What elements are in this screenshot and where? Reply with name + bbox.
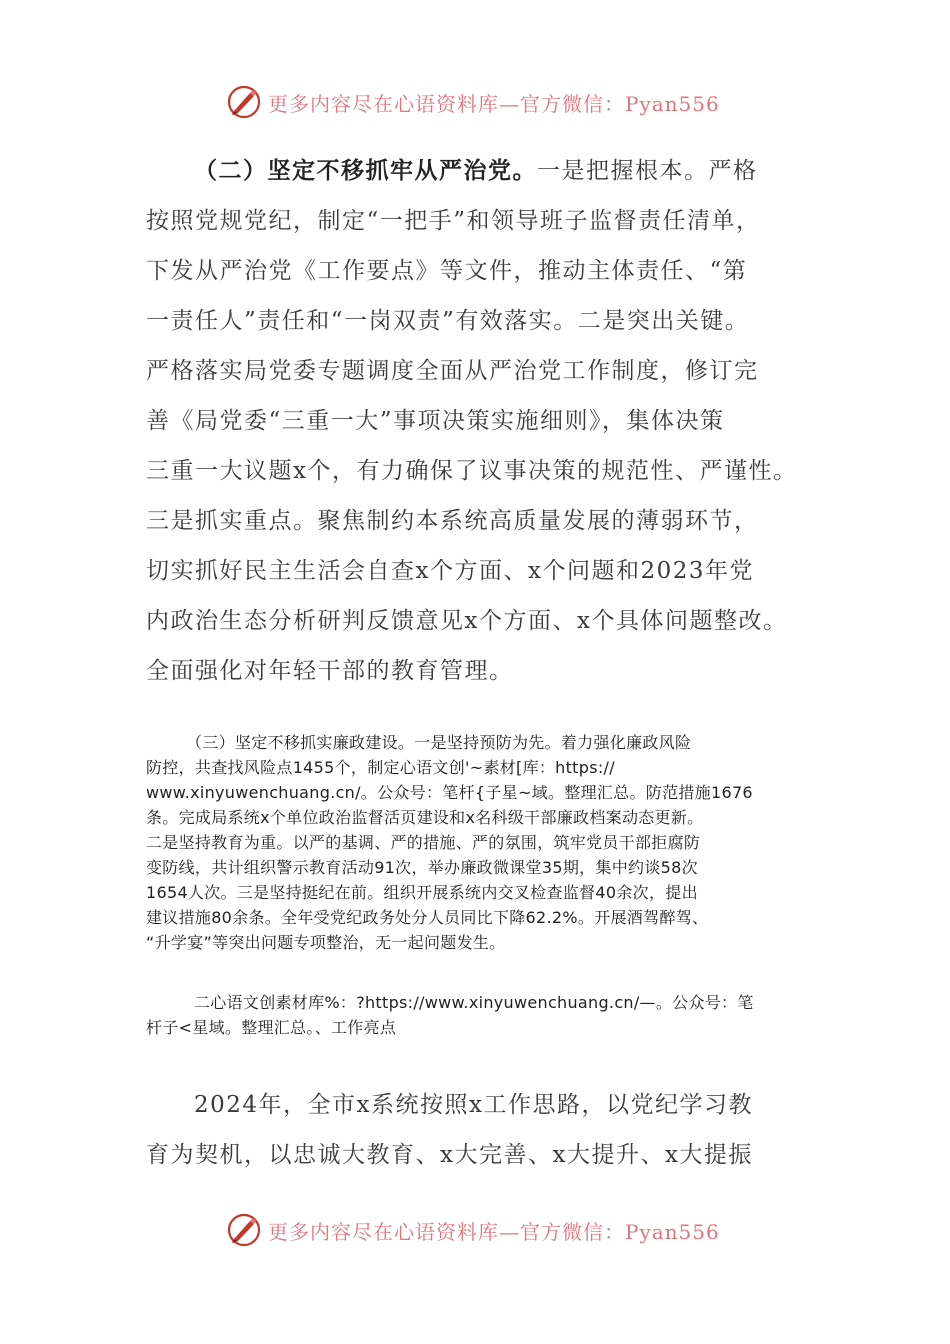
section3-line: 条。完成局系统x个单位政治监督活页建设和x名科级干部廉政档案动态更新。 <box>146 808 704 827</box>
section2-lead: （二）坚定不移抓牢从严治党。 <box>194 157 537 184</box>
section2-line: 三重一大议题x个，有力确保了议事决策的规范性、严谨性。 <box>146 458 798 484</box>
section2-line: 全面强化对年轻干部的教育管理。 <box>146 658 514 684</box>
section2-line: 严格落实局党委专题调度全面从严治党工作制度，修订完 <box>146 358 759 384</box>
section3-line: “升学宴”等突出问题专项整治，无一起问题发生。 <box>146 933 506 952</box>
section2-line-1 <box>146 152 846 185</box>
section3-line: （三）坚定不移抓实廉政建设。一是坚持预防为先。着力强化廉政风险 <box>186 733 692 752</box>
footer-banner-text: 更多内容尽在心语资料库—官方微信：Pyan556 <box>268 1219 720 1244</box>
pen-logo-icon <box>226 1212 262 1248</box>
section2-line1-rest: 一是把握根本。严格 <box>537 158 758 184</box>
note-line: 二心语文创素材库%：?https://www.xinyuwenchuang.cn/—。公众号：笔 <box>194 993 754 1012</box>
section2-line: 善《局党委“三重一大”事项决策实施细则》，集体决策 <box>146 408 725 434</box>
section2-line: 下发从严治党《工作要点》等文件，推动主体责任、“第 <box>146 258 748 284</box>
header-banner <box>226 82 720 122</box>
section2-line: 按照党规党纪，制定“一把手”和领导班子监督责任清单， <box>146 208 761 234</box>
section3-line: 二是坚持教育为重。以严的基调、严的措施、严的氛围，筑牢党员干部拒腐防 <box>146 833 701 852</box>
section2-line: 一责任人”责任和“一岗双责”有效落实。二是突出关键。 <box>146 308 750 334</box>
section-bottom-line: 2024年，全市x系统按照x工作思路，以党纪学习教 <box>194 1092 753 1118</box>
section2-line: 切实抓好民主生活会自查x个方面、x个问题和2023年党 <box>146 558 754 584</box>
header-banner-text: 更多内容尽在心语资料库—官方微信：Pyan556 <box>268 91 720 116</box>
section3-line: 1654人次。三是坚持挺纪在前。组织开展系统内交叉检查监督40余次，提出 <box>146 883 698 902</box>
footer-banner <box>226 1210 720 1250</box>
section3-line: 防控，共查找风险点1455个，制定心语文创'~素材[库：https:// <box>146 758 615 777</box>
pen-logo-icon <box>226 84 262 120</box>
note-line: 杆子<星域。整理汇总。、工作亮点 <box>146 1018 397 1037</box>
section-bottom-line: 育为契机，以忠诚大教育、x大完善、x大提升、x大提振 <box>146 1142 753 1168</box>
section2-line: 内政治生态分析研判反馈意见x个方面、x个具体问题整改。 <box>146 608 788 634</box>
section3-line: 建议措施80余条。全年受党纪政务处分人员同比下降62.2%。开展酒驾醉驾、 <box>146 908 709 927</box>
section3-line: 变防线，共计组织警示教育活动91次，举办廉政微课堂35期，集中约谈58次 <box>146 858 698 877</box>
section2-line: 三是抓实重点。聚焦制约本系统高质量发展的薄弱环节， <box>146 508 759 534</box>
section3-line: www.xinyuwenchuang.cn/。公众号：笔杆{子星~域。整理汇总。防范措施1676 <box>146 783 753 802</box>
